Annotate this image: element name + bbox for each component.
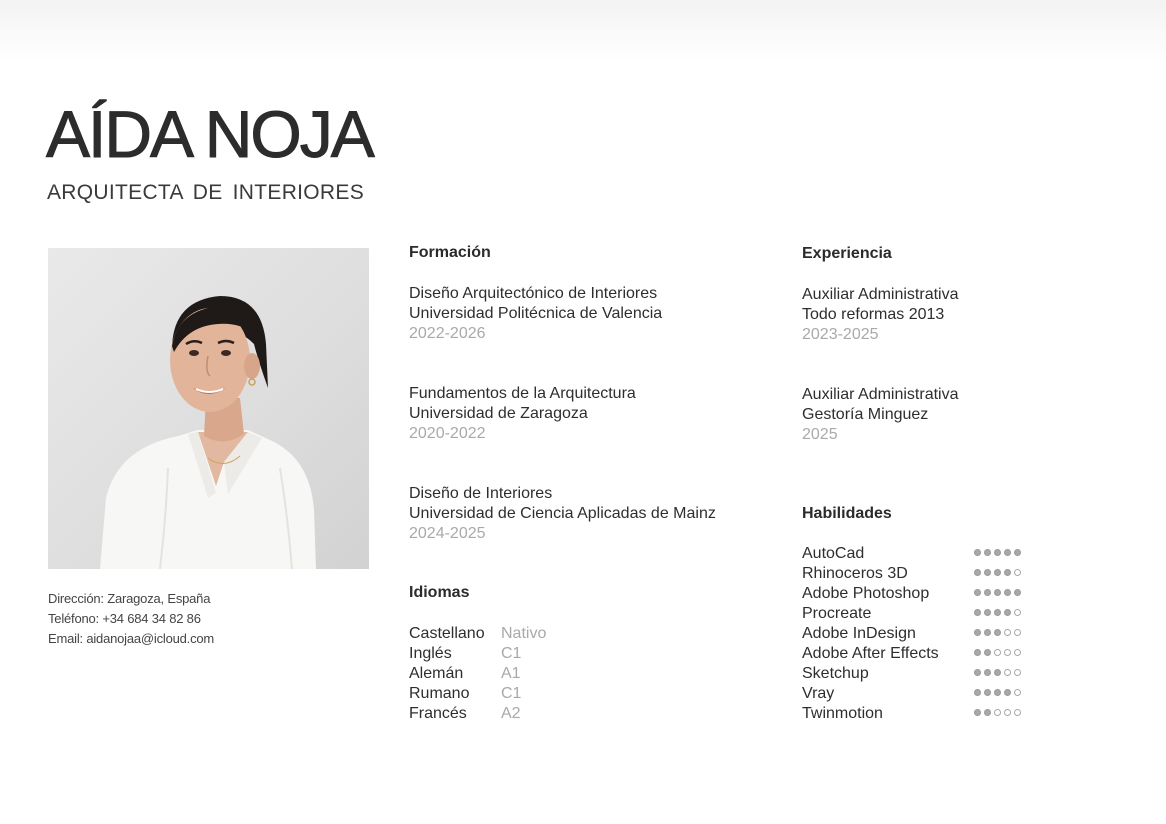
rating-dot-filled [984,549,991,556]
rating-dot-empty [1014,689,1021,696]
rating-dot-filled [984,709,991,716]
rating-dot-filled [1004,549,1011,556]
skill-name: AutoCad [802,545,865,562]
education-years: 2024-2025 [409,525,486,542]
skill-row [802,684,1032,704]
rating-dot-filled [984,569,991,576]
rating-dot-filled [1004,589,1011,596]
rating-dot-filled [984,649,991,656]
education-entry [409,484,716,544]
skill-name: Vray [802,685,835,702]
experience-years: 2023-2025 [802,326,879,343]
job-title: ARQUITECTA DE INTERIORES [47,181,365,204]
rating-dot-empty [1014,629,1021,636]
experience-years: 2025 [802,426,838,443]
skill-name: Adobe Photoshop [802,585,930,602]
education-entry [409,284,662,344]
profile-photo [48,248,369,569]
experience-heading: Experiencia [802,245,892,262]
rating-dot-filled [994,669,1001,676]
phone-text: Teléfono: +34 684 34 82 86 [48,611,201,626]
rating-dot-empty [1014,649,1021,656]
rating-dot-filled [984,669,991,676]
language-row [409,644,609,664]
rating-dot-empty [1004,709,1011,716]
experience-role: Auxiliar Administrativa [802,286,959,303]
education-years: 2022-2026 [409,325,486,342]
rating-dot-empty [994,709,1001,716]
language-name: Castellano [409,625,485,642]
skill-row [802,664,1032,684]
skill-name: Adobe InDesign [802,625,916,642]
experience-company: Todo reformas 2013 [802,306,945,323]
rating-dot-filled [1004,689,1011,696]
language-row [409,624,609,644]
language-name: Rumano [409,685,470,702]
skills-heading: Habilidades [802,505,892,522]
skill-name: Sketchup [802,665,869,682]
skill-name: Rhinoceros 3D [802,565,908,582]
skill-row [802,604,1032,624]
experience-company: Gestoría Minguez [802,406,929,423]
rating-dot-filled [974,569,981,576]
rating-dot-filled [1014,589,1021,596]
language-name: Alemán [409,665,464,682]
rating-dot-empty [1004,629,1011,636]
rating-dot-filled [974,689,981,696]
education-school: Universidad de Ciencia Aplicadas de Mainz [409,505,716,522]
skill-row [802,564,1032,584]
contact-info [48,589,368,649]
skill-row [802,584,1032,604]
education-years: 2020-2022 [409,425,486,442]
skill-name: Twinmotion [802,705,883,722]
education-title: Diseño Arquitectónico de Interiores [409,285,658,302]
rating-dot-empty [1004,649,1011,656]
rating-dot-filled [994,689,1001,696]
experience-entry [802,385,959,445]
languages-list [409,624,609,724]
language-name: Francés [409,705,467,722]
language-row [409,664,609,684]
language-level: C1 [501,645,522,662]
rating-dot-filled [1014,549,1021,556]
experience-role: Auxiliar Administrativa [802,386,959,403]
rating-dot-filled [974,709,981,716]
language-level: Nativo [501,625,547,642]
rating-dot-filled [984,589,991,596]
skill-row [802,544,1032,564]
rating-dot-empty [1014,609,1021,616]
education-title: Diseño de Interiores [409,485,553,502]
rating-dot-filled [994,629,1001,636]
skills-list [802,544,1032,724]
person-name: AÍDA NOJA [46,97,373,171]
rating-dot-filled [984,629,991,636]
address-text: Dirección: Zaragoza, España [48,591,211,606]
rating-dot-filled [974,549,981,556]
rating-dot-filled [1004,609,1011,616]
rating-dot-filled [994,569,1001,576]
language-row [409,684,609,704]
language-level: A1 [501,665,521,682]
rating-dot-filled [994,589,1001,596]
languages-heading: Idiomas [409,584,470,601]
skill-row [802,624,1032,644]
skill-row [802,644,1032,664]
language-level: A2 [501,705,521,722]
language-level: C1 [501,685,522,702]
education-title: Fundamentos de la Arquitectura [409,385,636,402]
language-row [409,704,609,724]
rating-dot-filled [974,589,981,596]
rating-dot-empty [1014,569,1021,576]
skill-row [802,704,1032,724]
rating-dot-empty [1014,709,1021,716]
education-school: Universidad de Zaragoza [409,405,588,422]
rating-dot-filled [974,609,981,616]
skill-name: Adobe After Effects [802,645,939,662]
education-heading: Formación [409,244,491,261]
rating-dot-filled [984,609,991,616]
rating-dot-empty [994,649,1001,656]
rating-dot-filled [984,689,991,696]
rating-dot-filled [974,669,981,676]
education-entry [409,384,636,444]
rating-dot-filled [994,549,1001,556]
rating-dot-empty [1004,669,1011,676]
experience-entry [802,285,959,345]
email-text: Email: aidanojaa@icloud.com [48,631,215,646]
rating-dot-filled [994,609,1001,616]
education-school: Universidad Politécnica de Valencia [409,305,663,322]
skill-name: Procreate [802,605,872,622]
rating-dot-filled [1004,569,1011,576]
top-shade [0,0,1166,62]
rating-dot-filled [974,649,981,656]
language-name: Inglés [409,645,452,662]
rating-dot-empty [1014,669,1021,676]
rating-dot-filled [974,629,981,636]
